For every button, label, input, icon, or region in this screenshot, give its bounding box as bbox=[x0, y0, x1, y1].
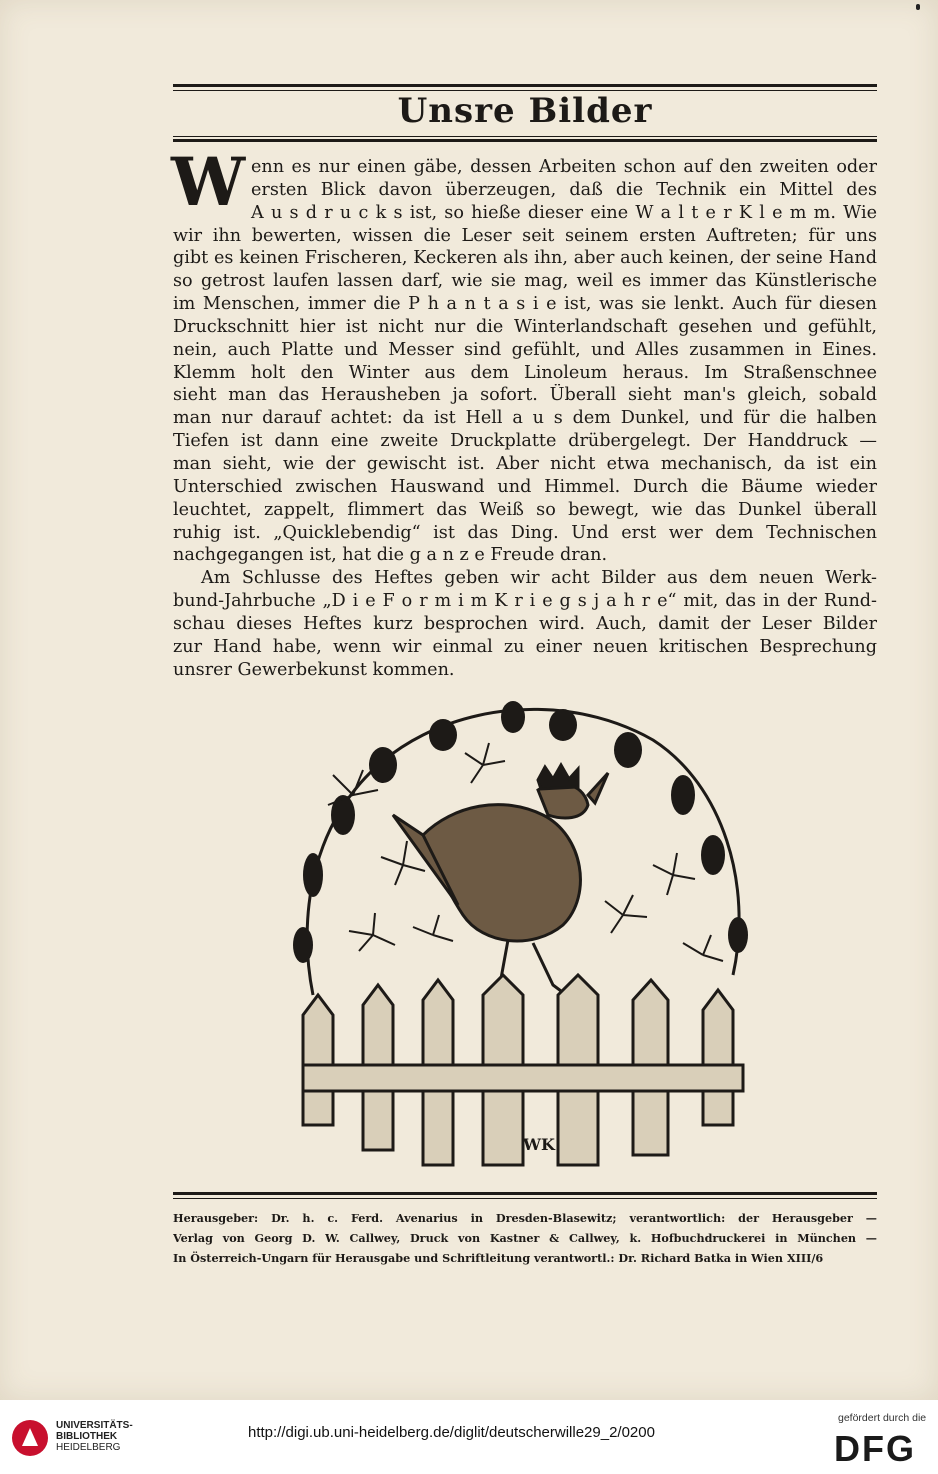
paragraph-2 bbox=[173, 567, 877, 681]
title-rule-bottom-thin bbox=[173, 136, 877, 137]
ink-speck bbox=[916, 4, 920, 10]
article-body bbox=[173, 156, 877, 681]
university-seal-icon bbox=[10, 1418, 50, 1458]
footer-rule-top bbox=[173, 1192, 877, 1195]
text-line: sieht man das Herausheben ja sofort. Überall sieht man's gleich, sobald bbox=[173, 385, 877, 406]
digitization-bar bbox=[0, 1400, 938, 1474]
imprint-line: In Österreich-Ungarn für Herausgabe und Schriftleitung verantwortl.: Dr. Richard Batka in Wien XIII/6 bbox=[173, 1251, 824, 1265]
text-line: Druckschnitt hier ist nicht nur die Winterlandschaft gesehen und gefühlt, bbox=[173, 316, 877, 337]
text-line: leuchtet, zappelt, flimmert das Weiß so bewegt, wie das Dunkel überall bbox=[173, 499, 877, 520]
funded-by-label: gefördert durch die bbox=[838, 1412, 927, 1424]
text-line: zur Hand habe, wenn wir einmal zu einer neuen kritischen Besprechung bbox=[173, 636, 877, 657]
text-line: nein, auch Platte und Messer sind gefühlt, und Alles zusammen in Eines. bbox=[173, 339, 877, 360]
artist-monogram: WK bbox=[523, 1135, 555, 1154]
imprint bbox=[173, 1208, 877, 1268]
text-line: schau dieses Heftes kurz besprochen wird. Auch, damit der Leser Bilder bbox=[173, 613, 877, 634]
text-line: unsrer Gewerbekunst kommen. bbox=[173, 659, 455, 680]
text-line: ersten Blick davon überzeugen, daß die Technik ein Mittel des bbox=[251, 179, 877, 200]
text-line: so getrost laufen lassen darf, wie sie mag, weil es immer das Künstlerische bbox=[173, 271, 877, 292]
footer-rule-thin bbox=[173, 1198, 877, 1199]
text-line: Am Schlusse des Heftes geben wir acht Bilder aus dem neuen Werk- bbox=[201, 568, 877, 589]
text-line: gibt es keinen Frischeren, Keckeren als ihn, aber auch keinen, der seine Hand bbox=[173, 248, 877, 269]
text-line: man nur darauf achtet: da ist Hell a u s dem Dunkel, und für die halben bbox=[173, 408, 877, 429]
title-rule-top bbox=[173, 84, 877, 87]
imprint-line: Herausgeber: Dr. h. c. Ferd. Avenarius in Dresden-Blasewitz; verantwortlich: der Herausgeber — bbox=[173, 1211, 877, 1225]
title-rule-bottom bbox=[173, 139, 877, 142]
text-line: Tiefen ist dann eine zweite Druckplatte drübergelegt. Der Handdruck — bbox=[173, 431, 877, 452]
text-line: nachgegangen ist, hat die g a n z e Freude dran. bbox=[173, 545, 608, 566]
dfg-logo: DFG bbox=[834, 1428, 916, 1469]
text-line: Klemm holt den Winter aus dem Linoleum heraus. Im Straßenschnee bbox=[173, 362, 877, 383]
text-line: bund-Jahrbuche „D i e F o r m i m K r i e g s j a h r e“ mit, das in der Rund- bbox=[173, 591, 877, 612]
text-line: man sieht, wie der gewischt ist. Aber nicht etwa mechanisch, da ist ein bbox=[173, 453, 877, 474]
drop-cap: W bbox=[171, 143, 246, 221]
page-title: Unsre Bilder bbox=[397, 91, 653, 131]
text-line: ruhig ist. „Quicklebendig“ ist das Ding. Und erst wer dem Technischen bbox=[173, 522, 877, 543]
text-line: enn es nur einen gäbe, dessen Arbeiten schon auf den zweiten oder bbox=[251, 157, 877, 177]
text-line: im Menschen, immer die P h a n t a s i e ist, was sie lenkt. Auch für diesen bbox=[173, 294, 877, 315]
permalink[interactable]: http://digi.ub.uni-heidelberg.de/diglit/deutscherwille29_2/0200 bbox=[248, 1424, 655, 1441]
paragraph-1 bbox=[173, 156, 877, 567]
university-name: UNIVERSITÄTS- BIBLIOTHEK HEIDELBERG bbox=[56, 1420, 133, 1453]
text-line: wir ihn bewerten, wissen die Leser seit seinem ersten Auftreten; für uns bbox=[173, 225, 877, 246]
text-line: Unterschied zwischen Hauswand und Himmel. Durch die Bäume wieder bbox=[173, 476, 877, 497]
bird-on-fence-illustration bbox=[283, 695, 769, 1169]
text-line: A u s d r u c k s ist, so hieße dieser eine W a l t e r K l e m m. Wie bbox=[251, 202, 877, 223]
imprint-line: Verlag von Georg D. W. Callwey, Druck von Kastner & Callwey, k. Hofbuchdruckerei in München — bbox=[173, 1231, 877, 1245]
